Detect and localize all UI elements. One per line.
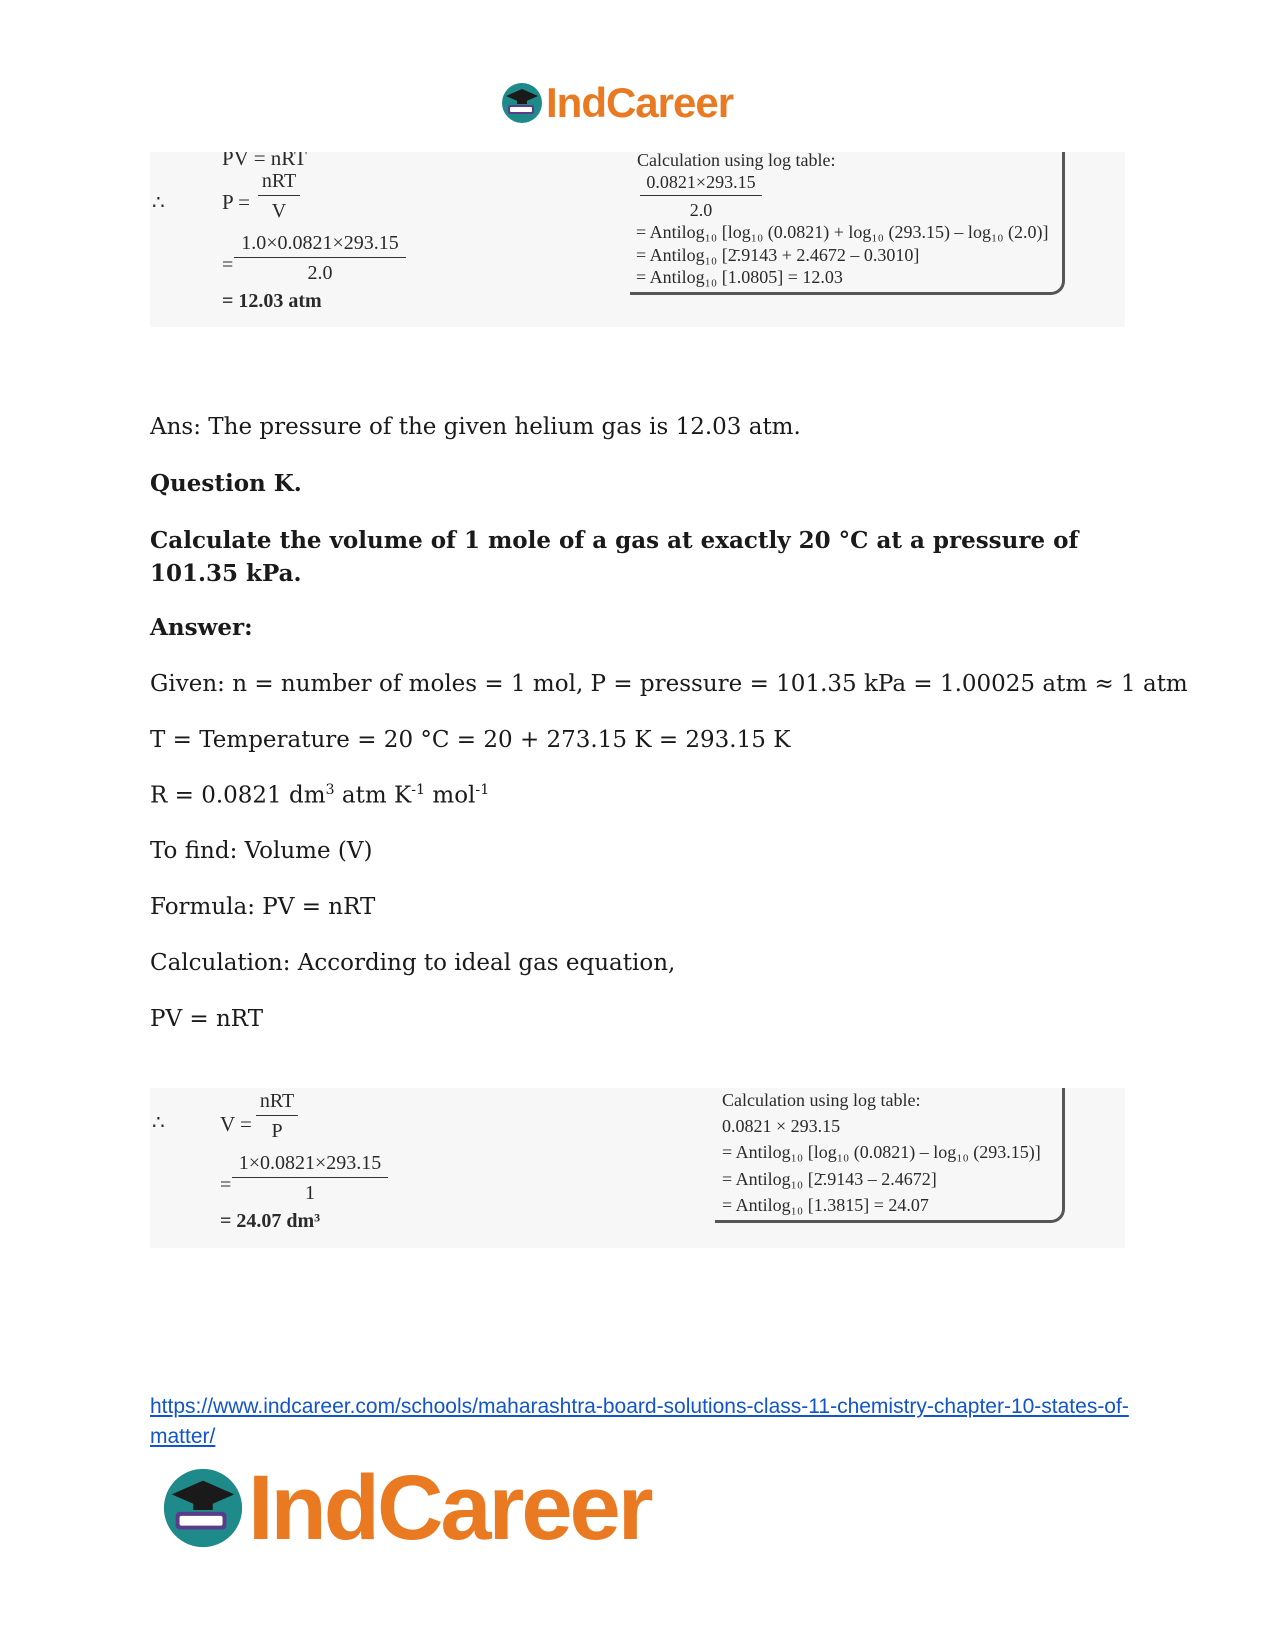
log-step-1: 0.0821 × 293.15	[722, 1116, 841, 1136]
superscript: 3	[325, 782, 335, 798]
fraction-numerator: 1.0×0.0821×293.15	[241, 232, 399, 254]
substitution-fraction	[234, 232, 406, 285]
question-text-line-2: 101.35 kPa.	[150, 560, 302, 587]
log-step-2: = Antilog₁₀ [log₁₀ (0.0821) – log₁₀ (293.15)]	[722, 1142, 1041, 1162]
gas-constant-line	[150, 782, 489, 809]
log-table-title: Calculation using log table:	[637, 152, 836, 170]
question-text-line-1: Calculate the volume of 1 mole of a gas at exactly 20 °C at a pressure of	[150, 527, 1079, 554]
log-step-1: = Antilog₁₀ [log₁₀ (0.0821) + log₁₀ (293.15) – log₁₀ (2.0)]	[636, 222, 1049, 242]
question-label: Question K.	[150, 470, 302, 497]
gas-constant-mid2: mol	[425, 782, 476, 809]
log-step-4: = Antilog₁₀ [1.3815] = 24.07	[722, 1195, 929, 1215]
gas-constant-prefix: R = 0.0821 dm	[150, 782, 326, 809]
log-table-title: Calculation using log table:	[722, 1090, 921, 1110]
brand-name: IndCareer	[546, 79, 734, 126]
source-link[interactable]: https://www.indcareer.com/schools/maharashtra-board-solutions-class-11-chemistry-chapter-10-states-of-matter/	[150, 1395, 1129, 1448]
substitution-equals: =	[220, 1174, 232, 1196]
volume-lhs: V =	[220, 1112, 252, 1136]
calculation-intro: Calculation: According to ideal gas equation,	[150, 950, 676, 976]
gas-constant-mid: atm K	[334, 782, 412, 809]
fraction-denominator: V	[271, 200, 287, 222]
fraction-numerator: 0.0821×293.15	[646, 172, 756, 192]
graduation-book-icon	[500, 81, 544, 125]
answer-label: Answer:	[150, 614, 253, 641]
superscript: -1	[411, 782, 426, 798]
indcareer-logo-bottom	[160, 1458, 651, 1558]
fraction-bar	[256, 1115, 298, 1116]
answer-statement: Ans: The pressure of the given helium gas is 12.03 atm.	[150, 414, 801, 440]
fraction-denominator: 2.0	[689, 200, 713, 220]
therefore-symbol: ∴	[152, 192, 165, 214]
log-box-border	[715, 1088, 1065, 1223]
superscript: -1	[475, 782, 490, 798]
log-step-2: = Antilog₁₀ [2̄.9143 + 2.4672 – 0.3010]	[636, 245, 920, 265]
brand-name: IndCareer	[248, 1456, 651, 1559]
temperature-line: T = Temperature = 20 °C = 20 + 273.15 K = 293.15 K	[150, 727, 791, 753]
substitution-fraction	[232, 1152, 388, 1205]
equation-ideal-gas: PV = nRT	[222, 152, 307, 170]
indcareer-logo-top	[500, 80, 733, 126]
fraction-numerator: nRT	[261, 170, 297, 192]
fraction-denominator: 1	[305, 1182, 315, 1204]
pressure-lhs: P =	[222, 190, 250, 214]
fraction-bar	[234, 257, 406, 258]
fraction-denominator: P	[271, 1120, 283, 1142]
therefore-symbol: ∴	[152, 1112, 165, 1134]
given-values: Given: n = number of moles = 1 mol, P = pressure = 101.35 kPa = 1.00025 atm ≈ 1 atm	[150, 671, 1188, 697]
pressure-fraction	[258, 170, 300, 223]
fraction-denominator: 2.0	[307, 262, 333, 284]
pressure-calculation-figure	[150, 152, 1125, 327]
pressure-result: = 12.03 atm	[222, 290, 322, 312]
log-box-border	[630, 152, 1065, 295]
to-find-line: To find: Volume (V)	[150, 838, 373, 864]
fraction-bar	[232, 1177, 388, 1178]
volume-fraction	[256, 1090, 298, 1143]
substitution-equals: =	[222, 254, 234, 276]
volume-calculation-figure	[150, 1088, 1125, 1248]
log-step-3: = Antilog₁₀ [1.0805] = 12.03	[636, 267, 843, 287]
ideal-gas-equation: PV = nRT	[150, 1006, 264, 1032]
fraction-numerator: nRT	[259, 1090, 295, 1112]
log-step-3: = Antilog₁₀ [2̄.9143 – 2.4672]	[722, 1169, 937, 1189]
fraction-numerator: 1×0.0821×293.15	[238, 1152, 382, 1174]
graduation-book-icon	[160, 1465, 246, 1551]
fraction-bar	[258, 195, 300, 196]
formula-line: Formula: PV = nRT	[150, 894, 376, 920]
volume-result: = 24.07 dm³	[220, 1210, 321, 1232]
